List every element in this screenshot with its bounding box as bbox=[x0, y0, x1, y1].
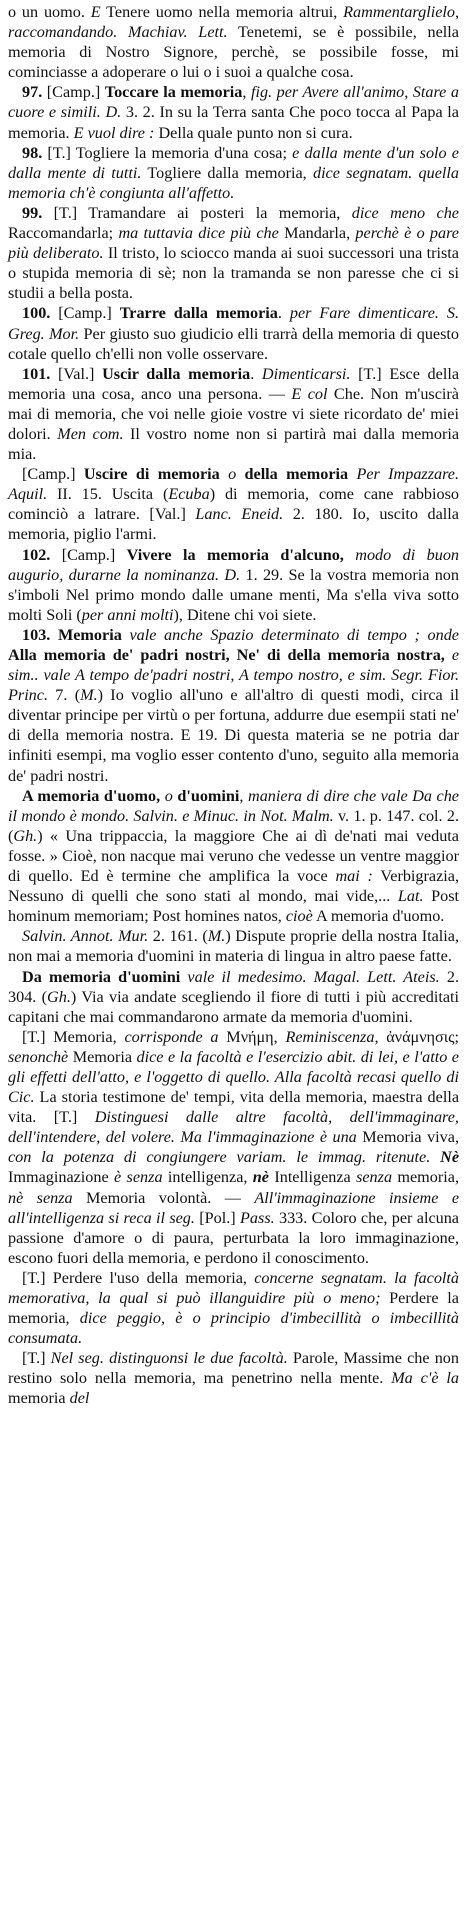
entry-emphasis-text: Ecuba bbox=[168, 485, 210, 504]
entry-text: [Camp.] bbox=[42, 83, 105, 102]
entry-text: memoria, bbox=[392, 1168, 459, 1187]
entry-text: Il vostro nome non si partirà mai dalla memoria mia. bbox=[8, 424, 460, 464]
entry-emphasis-text: Dimenticarsi. bbox=[261, 364, 351, 383]
entry-text: [Camp.] bbox=[22, 465, 84, 484]
entry-text: Memoria viva, bbox=[356, 1128, 459, 1147]
entry-text: 2. 180. Io, uscito dalla memoria, piglio l'armi. bbox=[8, 505, 459, 544]
dictionary-entry-paragraph bbox=[8, 1268, 459, 1348]
entry-text: 1. 29. Se la vostra memoria non s'imboli Nel primo mondo dalle umane menti, Ma s'ella viva sotto molti Soli ( bbox=[8, 565, 459, 624]
entry-emphasis-text: o bbox=[164, 786, 173, 805]
entry-text: Che. Non m'uscirà mai di memoria, che voi nelle gioie vostre vi siete ricordato de' miei dolori. bbox=[8, 384, 459, 443]
entry-text: Tenere uomo nella memoria altrui, bbox=[100, 3, 344, 21]
entry-text bbox=[430, 1148, 440, 1166]
entry-text: . bbox=[250, 364, 262, 383]
entry-emphasis-text: fig. per Avere all'animo, Stare a cuore e simili. D. bbox=[8, 83, 459, 122]
entry-text: Mandarla, bbox=[278, 224, 356, 243]
entry-emphasis-text: Reminiscenza, bbox=[285, 1027, 379, 1046]
entry-emphasis-text: dice peggio, è o principio d'imbecillità o imbecillità consumata. bbox=[8, 1309, 459, 1348]
entry-text: 2. 161. ( bbox=[148, 927, 208, 946]
dictionary-entry-paragraph bbox=[8, 364, 459, 464]
entry-text: [T.] Tramandare ai posteri la memoria, bbox=[42, 203, 352, 222]
entry-text: [Pol.] bbox=[194, 1208, 241, 1227]
entry-emphasis-text: 100. bbox=[22, 304, 51, 323]
entry-text: 333. Coloro che, per alcuna passione d'amore o di paura, perturbata la loro immaginazione, escono fuori della memoria, e perdono il conoscimento. bbox=[8, 1208, 459, 1267]
entry-emphasis-text: con la potenza di congiungere variam. le immag. ritenute. bbox=[8, 1148, 431, 1167]
entry-emphasis-text: per Fare dimenticare. S. Greg. Mor. bbox=[8, 304, 460, 343]
entry-text: 3. 2. In su la Terra santa Che poco tocca al Papa la memoria. bbox=[8, 103, 459, 142]
entry-emphasis-text: vale anche Spazio determinato di tempo ; onde bbox=[129, 625, 459, 644]
entry-emphasis-text: cioè bbox=[285, 907, 313, 926]
entry-emphasis-text: dice meno che bbox=[351, 203, 459, 222]
entry-emphasis-text: 97. bbox=[22, 83, 43, 102]
entry-emphasis-text: Uscire di memoria bbox=[83, 465, 220, 484]
entry-text: Raccomandarla; bbox=[8, 224, 119, 243]
entry-text: [Camp.] bbox=[50, 304, 120, 323]
entry-emphasis-text: Uscir dalla memoria bbox=[102, 364, 251, 383]
entry-text: Immaginazione bbox=[8, 1168, 115, 1187]
entry-text bbox=[220, 465, 228, 483]
entry-text: [Camp.] bbox=[50, 545, 127, 564]
entry-emphasis-text: è senza bbox=[114, 1168, 163, 1187]
entry-emphasis-text: M. bbox=[80, 686, 98, 705]
entry-emphasis-text: modo di buon augurio, durarne la nominanza. D. bbox=[8, 545, 459, 584]
entry-text: Togliere dalla memoria, bbox=[141, 163, 313, 182]
entry-emphasis-text: mai : bbox=[335, 867, 373, 886]
entry-text: Post hominum memoriam; Post homines natos, bbox=[8, 887, 459, 926]
entry-text: ἀνάμνησις; bbox=[378, 1027, 459, 1046]
entry-text: A memoria d'uomo. bbox=[312, 907, 445, 926]
entry-text: Tenetemi, se è possibile, nella memoria di Nostro Signore, perchè, se possibile fosse, mi cominciasse a adoperare o lui o i suoi a qualche cosa. bbox=[8, 23, 459, 82]
dictionary-entry-paragraph bbox=[8, 1027, 459, 1268]
entry-text: Perdere la memoria, bbox=[8, 1289, 459, 1328]
entry-emphasis-text: M. bbox=[207, 927, 226, 946]
entry-emphasis-text: per anni molti bbox=[81, 605, 174, 624]
entry-text: . bbox=[277, 304, 290, 323]
entry-text: La storia testimone de' tempi, vita della memoria, maestra della vita. [T.] bbox=[8, 1088, 459, 1127]
entry-emphasis-text: 99. bbox=[22, 203, 43, 222]
entry-emphasis-text: Ma c'è la bbox=[391, 1369, 459, 1388]
entry-emphasis-text: e dalla mente d'un solo e dalla mente di tutti. bbox=[8, 143, 459, 182]
entry-text: ) Dispute proprie della nostra Italia, non mai a memoria d'uomini in materia di lingua in altro paese fatte. bbox=[8, 927, 460, 966]
entry-emphasis-text: Salvin. Annot. Mur. bbox=[22, 927, 149, 946]
dictionary-entry-paragraph bbox=[8, 303, 459, 363]
entry-text: 2. 304. ( bbox=[8, 967, 460, 1006]
entry-text: Memoria bbox=[68, 1047, 137, 1066]
entry-emphasis-text: Pass. bbox=[240, 1208, 275, 1227]
entry-emphasis-text: Lanc. Eneid. bbox=[195, 505, 284, 524]
entry-emphasis-text: 98. bbox=[22, 143, 43, 162]
dictionary-entry-paragraph bbox=[8, 1348, 459, 1408]
entry-emphasis-text: perchè è o pare più deliberato. bbox=[8, 224, 459, 263]
entry-emphasis-text: vale il medesimo. Magal. Lett. Ateis. bbox=[187, 967, 440, 986]
entry-emphasis-text: corrisponde a bbox=[124, 1027, 219, 1046]
entry-text: ) di memoria, come cane rabbioso cominciò a latrare. [Val.] bbox=[8, 485, 460, 524]
entry-text: [T.] Perdere l'uso della memoria, bbox=[22, 1268, 255, 1287]
entry-text: [T.] Memoria, bbox=[22, 1027, 125, 1046]
entry-emphasis-text: senza bbox=[356, 1168, 393, 1187]
entry-emphasis-text: d'uomini bbox=[177, 786, 240, 805]
dictionary-entry-paragraph bbox=[8, 625, 459, 786]
entry-text: [T.] Esce della memoria una cosa, anco una persona. — bbox=[8, 364, 460, 403]
entry-emphasis-text: All'immaginazione insieme e all'intelligenza si reca il seg. bbox=[8, 1188, 460, 1227]
entry-emphasis-text: Rammentarglielo, raccomandando. Machiav. Lett. bbox=[8, 3, 460, 42]
dictionary-entry-paragraph bbox=[8, 545, 459, 625]
entry-text: Memoria volontà. — bbox=[72, 1188, 255, 1207]
entry-emphasis-text: nè bbox=[252, 1168, 269, 1187]
entry-emphasis-text: 103. Memoria bbox=[22, 625, 122, 644]
entry-emphasis-text: A memoria d'uomo, bbox=[22, 786, 161, 805]
entry-text: memoria bbox=[8, 1389, 70, 1408]
entry-emphasis-text: Per Impazzare. Aquil. bbox=[8, 465, 460, 504]
entry-emphasis-text: E bbox=[90, 3, 101, 21]
dictionary-entry-paragraph bbox=[8, 203, 459, 303]
entry-emphasis-text: Nè bbox=[440, 1148, 460, 1167]
entry-text: intelligenza, bbox=[162, 1168, 253, 1187]
entry-text: 7. ( bbox=[48, 686, 81, 705]
dictionary-entry-paragraph bbox=[8, 143, 459, 203]
entry-emphasis-text: ma tuttavia dice più che bbox=[118, 224, 279, 243]
entry-emphasis-text: Gh. bbox=[13, 826, 38, 845]
entry-text: o un uomo. bbox=[8, 3, 91, 21]
entry-text: Verbigrazia, Nessuno di quelli che sono stati al mondo, mai vide,... bbox=[8, 867, 460, 906]
entry-text: [Val.] bbox=[50, 364, 103, 383]
entry-text: [T.] bbox=[22, 1349, 51, 1368]
entry-emphasis-text: senonchè bbox=[8, 1047, 69, 1066]
entry-text: ), Ditene chi voi siete. bbox=[173, 605, 317, 624]
entry-text: , bbox=[242, 83, 251, 102]
entry-emphasis-text: o bbox=[228, 465, 237, 484]
entry-emphasis-text: Lat. bbox=[397, 887, 424, 906]
dictionary-entry-paragraph bbox=[8, 82, 459, 142]
entry-emphasis-text: dice segnatam. quella memoria ch'è congiunta all'affetto. bbox=[8, 163, 460, 202]
entry-text: , bbox=[239, 786, 249, 805]
entry-emphasis-text: E vuol dire : bbox=[73, 123, 155, 142]
entry-text bbox=[236, 465, 244, 483]
entry-text bbox=[445, 646, 452, 664]
entry-emphasis-text: Alla memoria de' padri nostri, Ne' di della memoria nostra, bbox=[8, 646, 445, 664]
entry-emphasis-text: Vivere la memoria d'alcuno, bbox=[126, 545, 344, 564]
entry-text: Il tristo, lo sciocco manda ai suoi successori una trista o stupida memoria di sè; non la tramanda se non paresse che ci si studii a bella posta. bbox=[8, 244, 459, 303]
entry-emphasis-text: Distinguesi dalle altre facoltà, dell'immaginare, dell'intendere, del volere. Ma l'immaginazione è una bbox=[8, 1108, 459, 1147]
entry-text: Della quale punto non si cura. bbox=[154, 123, 353, 142]
entry-text: ) Via via andate scegliendo il fiore di tutti i più accreditati capitani che mai commandarono armate da memoria d'uomini. bbox=[8, 987, 459, 1026]
entry-emphasis-text: e sim.. vale A tempo de'padri nostri, A tempo nostro, e sim. Segr. Fior. Princ. bbox=[8, 646, 459, 705]
entry-emphasis-text: nè senza bbox=[8, 1188, 73, 1207]
entry-emphasis-text: E col bbox=[291, 384, 328, 403]
entry-text: II. 15. Uscita ( bbox=[47, 485, 169, 504]
entry-text: Parole, Massime che non restino solo nella memoria, ma penetrino nella mente. bbox=[8, 1349, 459, 1388]
entry-text: v. 1. p. 147. col. 2. ( bbox=[8, 806, 459, 845]
dictionary-entry-paragraph bbox=[8, 926, 459, 966]
entry-emphasis-text: Toccare la memoria bbox=[104, 83, 243, 102]
entry-text: [T.] Togliere la memoria d'una cosa; bbox=[42, 143, 293, 162]
entry-text: Intelligenza bbox=[268, 1168, 357, 1187]
entry-text: Per giusto suo giudicio elli trarrà della memoria di questo cotale quello ch'elli non volle osservare. bbox=[8, 324, 459, 363]
entry-emphasis-text: dice e la facoltà e l'esercizio abit. di lei, e l'atto e gli effetti dell'atto, e l'oggetto di quello. Alla facoltà recasi quello di Cic. bbox=[8, 1047, 459, 1107]
entry-text bbox=[344, 546, 355, 564]
entry-emphasis-text: Men com. bbox=[57, 424, 124, 443]
entry-emphasis-text: maniera di dire che vale Da che il mondo è mondo. Salvin. e Minuc. in Not. Malm. bbox=[8, 786, 459, 825]
dictionary-entry-paragraph bbox=[8, 967, 459, 1027]
entry-emphasis-text: Da memoria d'uomini bbox=[22, 967, 181, 986]
entry-emphasis-text: del bbox=[69, 1389, 90, 1408]
entry-emphasis-text: concerne segnatam. la facoltà memorativa, la qual si può illanguidire più o meno; bbox=[8, 1268, 460, 1307]
entry-text: ) Io voglio all'uno e all'altro di questi modi, circa il diventar principe per virtù o per fortuna, addurre due esempii stati ne' di della memoria nostra. E 19. Di questa materia se ne potria dar infiniti esempi, ma voglio esser contento d'uno, seguito alla memoria de' padri nostri. bbox=[8, 686, 459, 785]
dictionary-entry-paragraph bbox=[8, 786, 459, 927]
entry-emphasis-text: della memoria bbox=[244, 465, 349, 484]
entry-emphasis-text: 101. bbox=[22, 364, 51, 383]
entry-text: Μνήμη, bbox=[218, 1027, 286, 1046]
dictionary-entry-paragraph bbox=[8, 2, 459, 82]
entry-emphasis-text: Gh. bbox=[47, 987, 71, 1006]
entry-emphasis-text: Trarre dalla memoria bbox=[119, 304, 278, 323]
entry-emphasis-text: Nel seg. distinguonsi le due facoltà. bbox=[50, 1349, 288, 1368]
entry-emphasis-text: 102. bbox=[22, 545, 51, 564]
dictionary-entry-paragraph bbox=[8, 464, 459, 544]
entry-text: ) « Una trippaccia, la maggiore Che ai dì de'nati mai veduta fosse. » Cioè, non nacque mai veruno che vedesse un ventre maggior di quello. Ed è termine che amplifica la voce bbox=[8, 826, 459, 886]
